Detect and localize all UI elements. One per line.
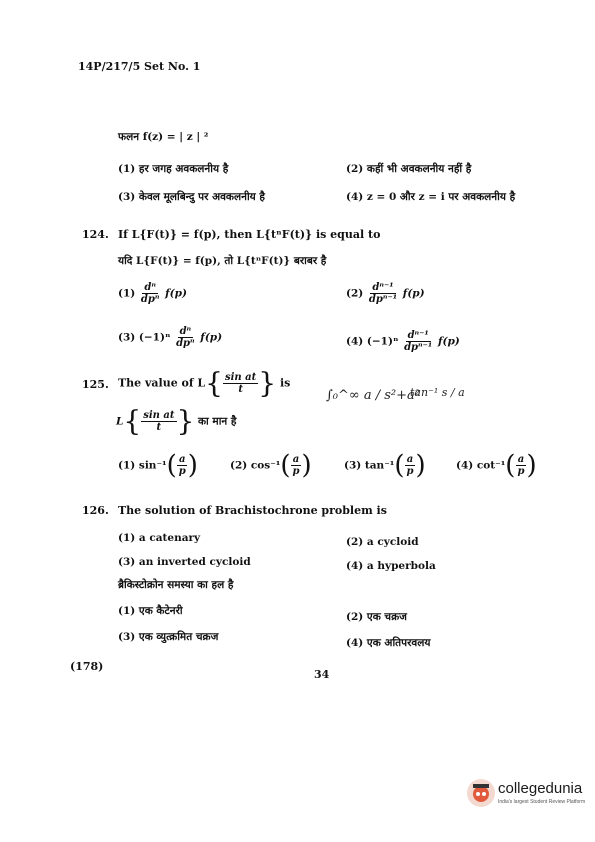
q126-option-2-hindi: (2) एक चक्रज (346, 611, 407, 623)
frac-den: dpⁿ (176, 338, 195, 349)
frac-num: dⁿ⁻¹ (407, 330, 429, 341)
stem-prefix: L (116, 415, 124, 428)
frac-num: sin at (225, 372, 257, 383)
frac-den: p (406, 466, 414, 477)
option-label: (4) (346, 335, 364, 348)
frac-num: a (179, 454, 186, 465)
frac-num: dⁿ (179, 326, 192, 337)
q126-option-3-english: (3) an inverted cycloid (118, 556, 251, 568)
frac-den: dpⁿ (140, 294, 160, 305)
frac-num: a (517, 454, 525, 465)
q126-option-4-english: (4) a hyperbola (346, 560, 436, 572)
collegedunia-logo-icon (466, 778, 496, 808)
page-number: 34 (314, 668, 330, 681)
q126-number: 126. (82, 504, 109, 517)
footer-code: (178) (70, 660, 104, 673)
q125-stem-english: The value of L{ $\frac{\text{sin at}}{t}$ } is (118, 366, 291, 400)
frac-den: dpⁿ⁻¹ (404, 342, 433, 353)
q124-stem-english: If L{F(t)} = f(p), then L{tⁿF(t)} is equal to (118, 228, 381, 241)
option-prefix: (−1)ⁿ (138, 331, 171, 344)
frac-den: p (292, 466, 300, 477)
q124-option-3 (118, 326, 222, 349)
option-tail: f(p) (200, 331, 223, 344)
option-label: (2) (230, 459, 248, 472)
option-function: tan⁻¹ (364, 459, 395, 472)
option-label: (3) (344, 459, 362, 472)
q124-option-1 (118, 282, 187, 305)
q125-option-1: (1) sin⁻¹( $\frac{a}{p}$ ) (118, 450, 198, 481)
option-label: (4) (456, 459, 474, 472)
q123-option-2: (2) कहीं भी अवकलनीय नहीं है (346, 163, 472, 175)
q125-option-2: (2) cos⁻¹( $\frac{a}{p}$ ) (230, 450, 312, 481)
handwritten-tan-note: tan⁻¹ s / a (410, 386, 465, 399)
q125-stem-hindi: L{ $\frac{\text{sin at}}{t}$ } का मान है (116, 404, 237, 438)
frac-den: t (156, 422, 162, 433)
stem-prefix: The value of L (118, 376, 206, 390)
frac-den: p (178, 466, 186, 477)
frac-den: dpⁿ⁻¹ (368, 294, 398, 305)
option-function: cos⁻¹ (250, 459, 281, 472)
stem-suffix: का मान है (197, 415, 237, 428)
q126-option-4-hindi: (4) एक अतिपरवलय (346, 637, 431, 649)
frac-num: a (292, 454, 300, 465)
frac-num: dⁿ⁻¹ (372, 282, 394, 293)
handwritten-integral-note: ∫₀^∞ a / s²+a² (326, 388, 420, 403)
option-label: (1) (118, 287, 136, 300)
frac-num: dⁿ (144, 282, 156, 293)
q125-option-3: (3) tan⁻¹( $\frac{a}{p}$ ) (344, 450, 426, 481)
q125-option-4: (4) cot⁻¹( $\frac{a}{p}$ ) (456, 450, 537, 481)
q126-option-3-hindi: (3) एक व्युत्क्रमित चक्रज (118, 631, 219, 643)
option-tail: f(p) (165, 287, 187, 300)
q125-number: 125. (82, 378, 109, 391)
q126-option-1-hindi: (1) एक कैटेनरी (118, 605, 183, 617)
q124-option-4 (346, 330, 460, 353)
option-tail: f(p) (402, 287, 425, 300)
option-label: (3) (118, 331, 136, 344)
frac-num: sin at (143, 410, 175, 421)
q126-option-1-english: (1) a catenary (118, 532, 201, 544)
q123-option-3: (3) केवल मूलबिन्दु पर अवकलनीय है (118, 191, 265, 203)
option-tail: f(p) (437, 335, 460, 348)
q123-option-4: (4) z = 0 और z = i पर अवकलनीय है (346, 191, 516, 203)
option-function: sin⁻¹ (138, 459, 167, 472)
option-function: cot⁻¹ (476, 459, 506, 472)
q124-stem-hindi: यदि L{F(t)} = f(p), तो L{tⁿF(t)} बराबर है (118, 255, 327, 267)
option-label: (2) (346, 287, 364, 300)
frac-num: a (406, 454, 414, 465)
q126-option-2-english: (2) a cycloid (346, 536, 419, 548)
q126-stem-english: The solution of Brachistochrone problem is (118, 504, 387, 517)
q126-stem-hindi: ब्रैकिस्टोक्रोन समस्या का हल है (118, 579, 234, 591)
q124-option-2 (346, 282, 425, 305)
set-code: 14P/217/5 Set No. 1 (78, 60, 201, 73)
option-label: (1) (118, 459, 136, 472)
watermark-tagline: India's largest Student Review Platform (498, 799, 586, 805)
q124-number: 124. (82, 228, 109, 241)
stem-suffix: is (279, 376, 291, 390)
q123-option-1: (1) हर जगह अवकलनीय है (118, 163, 229, 175)
q123-stem-hindi: फलन f(z) = | z | ² (118, 131, 209, 143)
frac-den: p (517, 466, 525, 477)
frac-den: t (238, 384, 243, 395)
watermark-brand: collegedunia (498, 780, 583, 797)
option-prefix: (−1)ⁿ (366, 335, 399, 348)
